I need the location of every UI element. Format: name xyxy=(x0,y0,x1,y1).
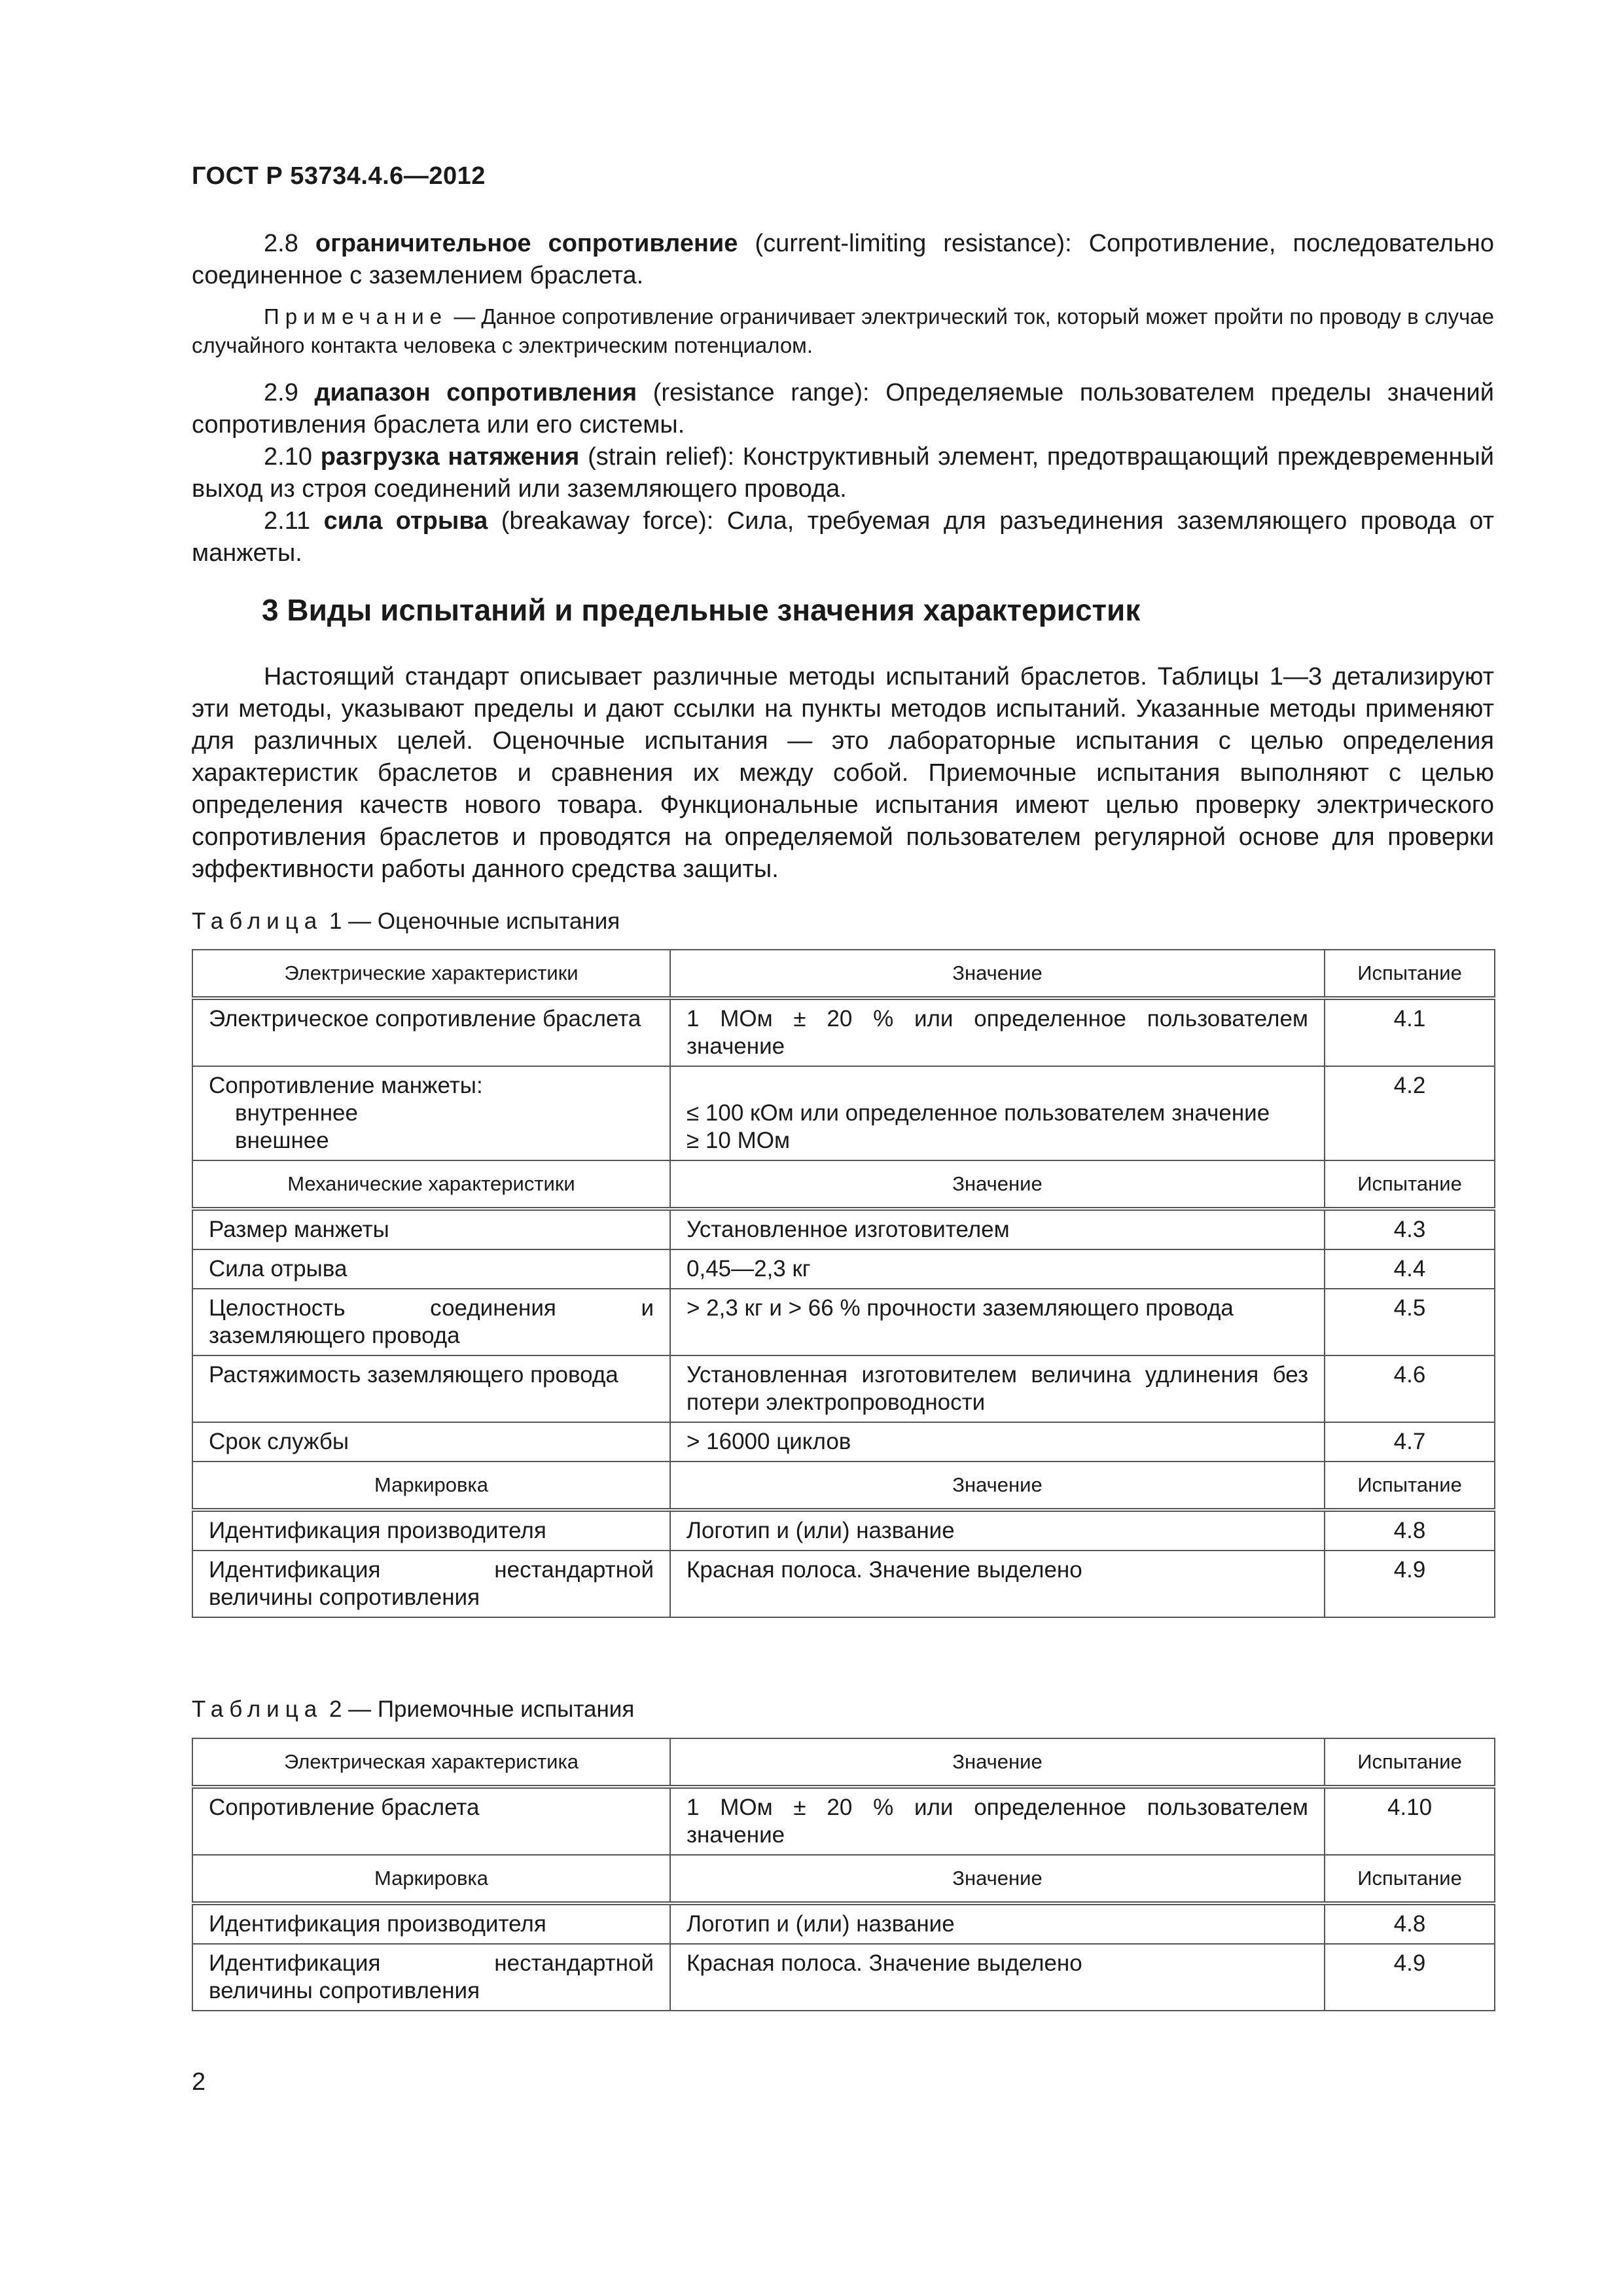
definition-2-11: 2.11 сила отрыва (breakaway force): Сила, требуемая для разъединения заземляющего провода от манжеты. xyxy=(192,507,1494,567)
table-1 xyxy=(192,949,1495,1618)
definition-2-9: 2.9 диапазон сопротивления (resistance range): Определяемые пользователем пределы значений сопротивления браслета или его системы. xyxy=(192,379,1494,439)
table-row: Идентификация производителя Логотип и (или) название 4.8 xyxy=(192,1510,1495,1551)
table-row: Целостность соединения и заземляющего провода > 2,3 кг и > 66 % прочности заземляющего провода 4.5 xyxy=(192,1289,1495,1355)
document-header: ГОСТ Р 53734.4.6—2012 xyxy=(192,162,486,190)
table-row: Сила отрыва 0,45—2,3 кг 4.4 xyxy=(192,1249,1495,1289)
table-1-caption: Таблица 1 — Оценочные испытания xyxy=(192,908,620,934)
table-2-caption: Таблица 2 — Приемочные испытания xyxy=(192,1696,635,1722)
table-row: Идентификация нестандартной величины сопротивления Красная полоса. Значение выделено 4.9 xyxy=(192,1551,1495,1617)
table-header-row: Электрическая характеристика Значение Испытание xyxy=(192,1738,1495,1787)
definition-note: Примечание — Данное сопротивление ограничивает электрический ток, который может пройти по проводу в случае случайного контакта человека с электрическим потенциалом. xyxy=(192,304,1494,357)
table-row: Срок службы > 16000 циклов 4.7 xyxy=(192,1422,1495,1462)
page-number: 2 xyxy=(192,2068,206,2096)
table-row: Растяжимость заземляющего провода Установленная изготовителем величина удлинения без потери электропроводности 4.6 xyxy=(192,1355,1495,1422)
table-row: Сопротивление манжеты: внутреннее внешнее ≤ 100 кОм или определенное пользователем значение ≥ 10 МОм 4.2 xyxy=(192,1066,1495,1160)
table-row: Электрическое сопротивление браслета 1 МОм ± 20 % или определенное пользователем значение 4.1 xyxy=(192,998,1495,1066)
section-3-title: 3 Виды испытаний и предельные значения характеристик xyxy=(262,593,1141,627)
section-3-paragraph: Настоящий стандарт описывает различные методы испытаний браслетов. Таблицы 1—3 детализируют эти методы, указывают пределы и дают ссылки на пункты методов испытаний. Указанные методы применяют для различных целей. Оценочные испытания — это лабораторные испытания с целью определения характеристик браслетов и сравнения их между собой. Приемочные испытания выполняют с целью определения качеств нового товара. Функциональные испытания имеют целью проверку электрического сопротивления браслетов и проводятся на определяемой пользователем регулярной основе для проверки эффективности работы данного средства защиты. xyxy=(192,663,1494,883)
table-row: Сопротивление браслета 1 МОм ± 20 % или определенное пользователем значение 4.10 xyxy=(192,1787,1495,1855)
table-header-row: Электрические характеристики Значение Испытание xyxy=(192,950,1495,998)
table-2 xyxy=(192,1738,1495,2011)
definition-2-10: 2.10 разгрузка натяжения (strain relief): Конструктивный элемент, предотвращающий преждевременный выход из строя соединений или заземляющего провода. xyxy=(192,443,1494,503)
table-header-row: Маркировка Значение Испытание xyxy=(192,1462,1495,1510)
table-row: Идентификация нестандартной величины сопротивления Красная полоса. Значение выделено 4.9 xyxy=(192,1944,1495,2011)
table-row: Идентификация производителя Логотип и (или) название 4.8 xyxy=(192,1903,1495,1944)
table-header-row: Механические характеристики Значение Испытание xyxy=(192,1160,1495,1209)
table-header-row: Маркировка Значение Испытание xyxy=(192,1855,1495,1903)
definition-2-8: 2.8 ограничительное сопротивление (current-limiting resistance): Сопротивление, последовательно соединенное с заземлением браслета. xyxy=(192,230,1495,289)
table-row: Размер манжеты Установленное изготовителем 4.3 xyxy=(192,1209,1495,1249)
